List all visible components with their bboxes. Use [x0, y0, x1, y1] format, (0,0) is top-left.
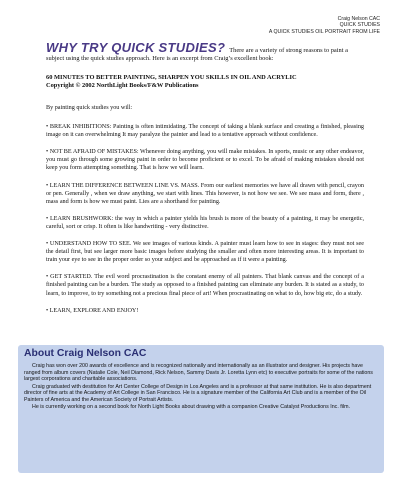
excerpt-item: • LEARN, EXPLORE AND ENJOY! — [46, 307, 139, 314]
about-paragraph: Craig has won over 200 awards of excellence and is recognized nationally and internationally as an illustrator and designer. His projects have ranged from album covers (Natalie Cole, Neil Diamond, Rick Nelson, Sammy Davis Jr. Loretta Lynn etc) to executive portraits for some of the nations largest corporations and charitable associations. — [24, 363, 373, 382]
page-title: WHY TRY QUICK STUDIES? — [46, 40, 226, 55]
heading-intro: There are a variety of strong reasons to paint a subject using the quick studies approach. Here is an excerpt from Craig’s excellent book: — [46, 47, 348, 62]
header-info — [200, 16, 380, 35]
excerpt-body — [46, 104, 364, 324]
excerpt-item: • NOT BE AFRAID OF MISTAKES: Whenever doing anything, you will make mistakes. In sports, music or any other endeavor, you must go through some growing paint in order to become proficient or to excel. To be afraid of making mistakes should not keep you form attempting something. That is how we will learn. — [46, 149, 364, 172]
excerpt-item: • LEARN BRUSHWORK: the way in which a painter yields his brush is more of the beauty of a painting, it may be energetic, careful, sort or crisp. It often is like handwriting - very distinctive. — [46, 215, 364, 230]
book-title: 60 MINUTES TO BETTER PAINTING, SHARPEN YOU SKILLS IN OIL AND ACRYLIC — [46, 74, 297, 81]
excerpt-item: • BREAK INHIBITIONS: Painting is often intimidating. The concept of taking a blank surface and creating a finished, pleasing image on it can overwhelming It may paralyze the painter and lead to a tentative approach without confidence. — [46, 124, 364, 139]
header-subtitle: A QUICK STUDIES OIL PORTRAIT FROM LIFE — [268, 28, 380, 35]
copyright: Copyright © 2002 NorthLight Books/F&W Publications — [46, 82, 199, 90]
about-box — [18, 345, 384, 473]
excerpt-item: • UNDERSTAND HOW TO SEE. We see images of various kinds. A painter must learn how to see in stages: they must not see the detail first, but see larger more basic images before studying the smaller and often more interesting areas. It is important to train your eye to see in the proper order so your subject and be approached as if it were a painting. — [46, 241, 364, 264]
heading — [46, 40, 366, 63]
header-author: Craig Nelson CAC — [337, 16, 380, 22]
excerpt-intro: By painting quick studies you will: — [46, 105, 133, 111]
book-source — [46, 74, 366, 90]
about-body — [24, 363, 380, 412]
header-series: QUICK STUDIES — [339, 22, 380, 29]
about-paragraph: Craig graduated with destitution for Art Center College of Design in Los Angeles and is a professor at that same institution. He is also department director of fine arts at the Academy of Art College in San Francisco. He is a signature member of the California Art Club and is a member of the Oil Painters of America and the American Society of Portrait Artists. — [24, 383, 372, 403]
excerpt-item: • GET STARTED. The evil word procrastination is the constant enemy of all painters. That blank canvas and the concept of a finished painting can be a burden. The study as opposed to a finished painting can eliminate any burden. It is stated as a study, to learn, to improve, to try something not a precious final piece of art! When procrastinating on what to do, how big etc, do a study. — [46, 274, 364, 297]
about-title: About Craig Nelson CAC — [24, 348, 147, 359]
about-paragraph: He is currently working on a second book for North Light Books about drawing with a companion Creative Catalyst Productions Inc. film. — [32, 404, 350, 410]
excerpt-item: • LEARN THE DIFFERENCE BETWEEN LINE VS. MASS. From our earliest memories we have all drawn with pencil, crayon or pen. Generally , when we draw anything, we start with lines. This however, is not how we see. We see mass and form, there , mass and form is how we must paint. Lies are a shorthand for painting. — [46, 182, 364, 205]
